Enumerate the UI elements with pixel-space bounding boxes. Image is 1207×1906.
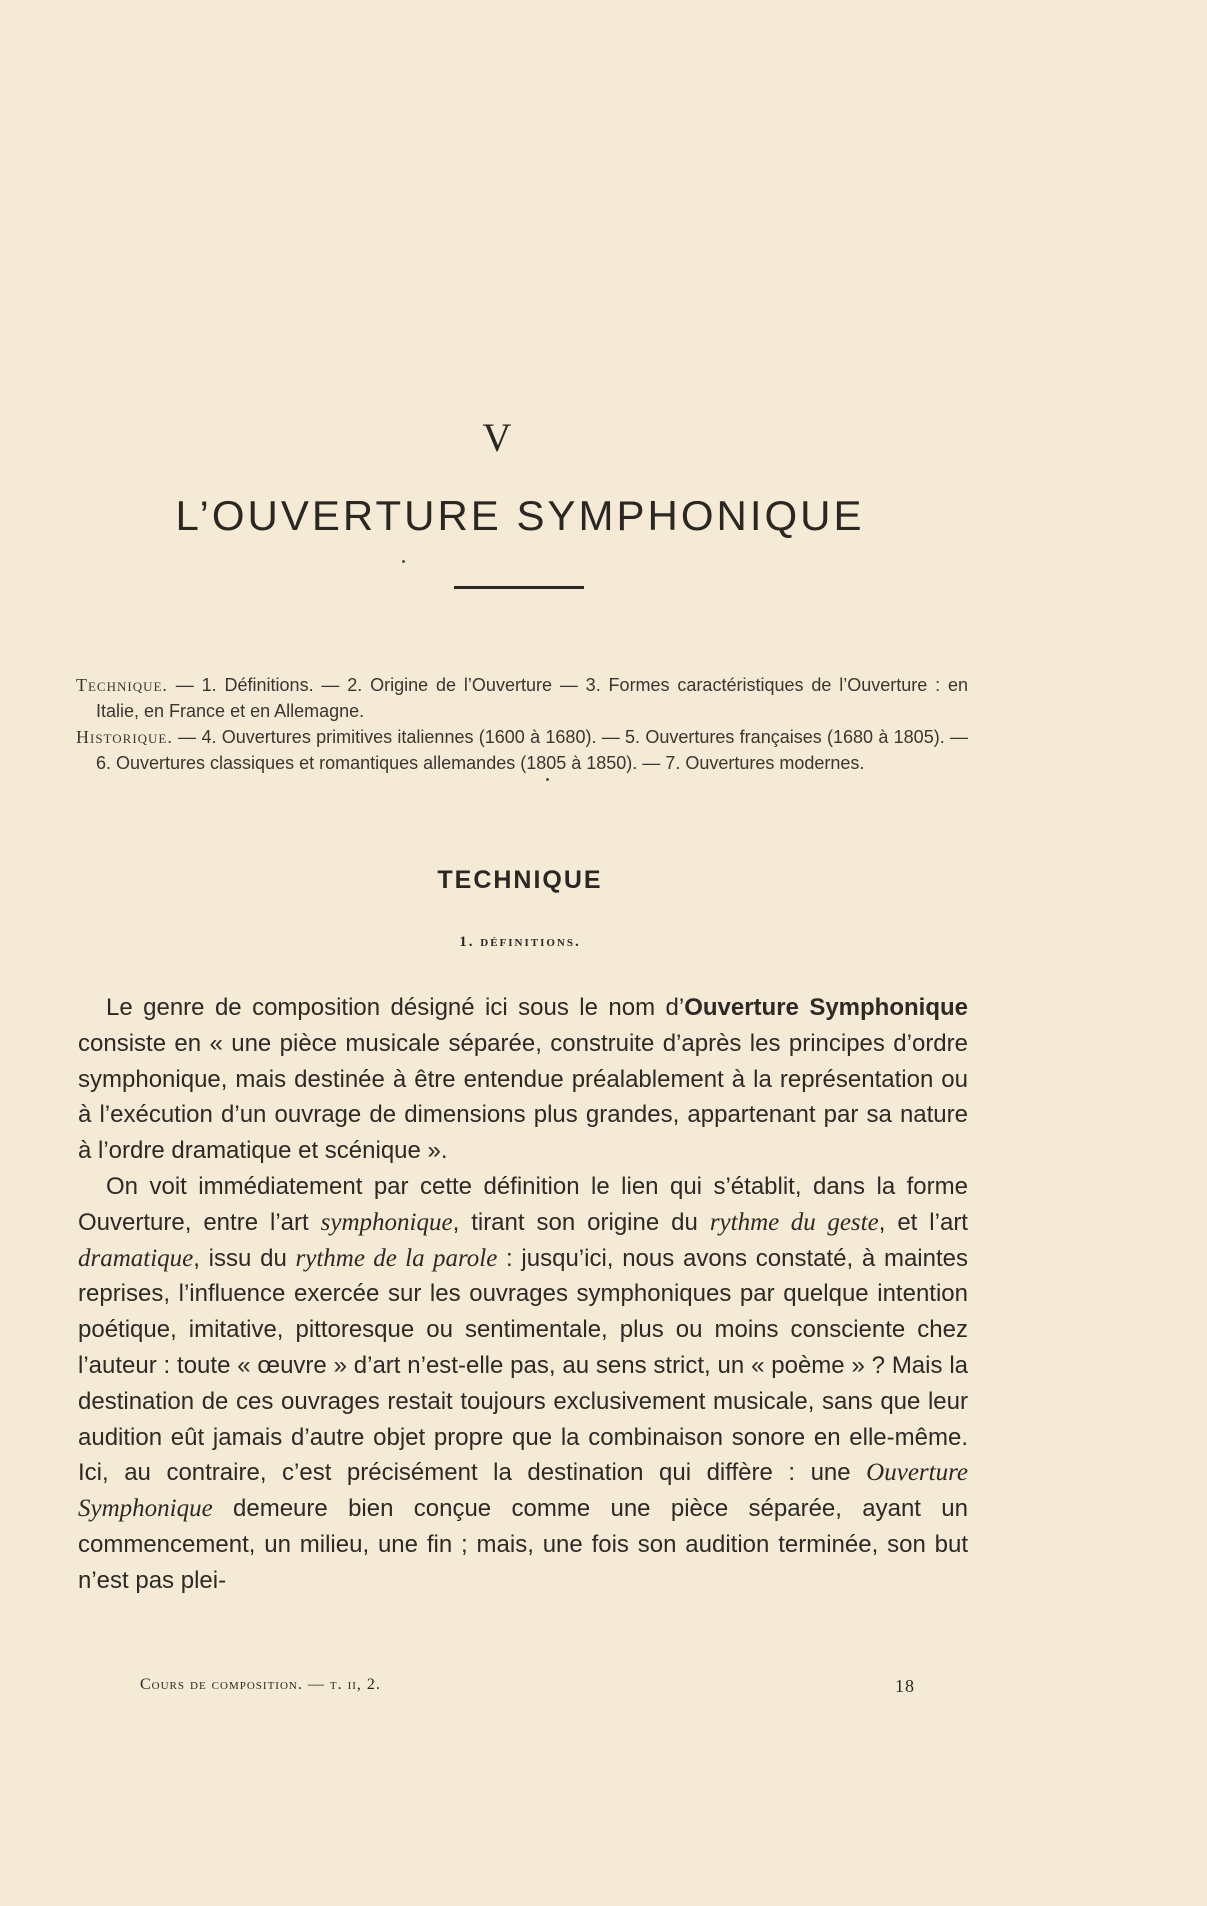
summary-historique-text: — 4. Ouvertures primitives italiennes (1600 à 1680). — 5. Ouvertures françaises (1680 à 1805). — 6. Ouvertures classiques et romantiques allemandes (1805 à 1850). — 7. Ouvertures modernes. — [96, 727, 968, 773]
page-number: 18 — [895, 1676, 915, 1696]
summary-technique-text: — 1. Définitions. — 2. Origine de l’Ouverture — 3. Formes caractéristiques de l’Ouverture : en Italie, en France et en Allemagne. — [96, 675, 968, 721]
summary-technique-label: Technique. — [76, 675, 168, 695]
italic-term: symphonique — [320, 1208, 453, 1236]
summary-technique — [76, 672, 968, 724]
italic-term: Ouverture Symphonique — [78, 1459, 968, 1523]
chapter-number: V — [482, 415, 513, 460]
summary-historique — [76, 724, 968, 776]
print-speck — [402, 560, 405, 563]
italic-term: dramatique — [78, 1244, 194, 1272]
footer-running-title: Cours de composition. — t. ii, 2. — [140, 1676, 381, 1693]
body-text — [78, 990, 968, 1599]
italic-term: rythme de la parole — [295, 1244, 498, 1272]
page-footer — [140, 1676, 915, 1694]
paragraph-1: Le genre de composition désigné ici sous le nom d’Ouverture Symphonique consiste en « une pièce musicale séparée, construite d’après les principes d’ordre symphonique, mais destinée à être entendue préalablement à la représentation ou à l’exécution d’un ouvrage de dimensions plus grandes, appartenant par sa nature à l’ordre dramatique et scénique ». — [78, 994, 968, 1165]
print-speck — [546, 778, 549, 781]
chapter-title: L’OUVERTURE SYMPHONIQUE — [175, 492, 865, 539]
italic-term: rythme du geste — [709, 1208, 879, 1236]
title-rule — [454, 586, 584, 589]
paragraph-2: On voit immédiatement par cette définition le lien qui s’établit, dans la forme Ouverture, entre l’art symphonique, tirant son origine du rythme du geste, et l’art dramatique, issu du rythme de la parole : jusqu’ici, nous avons constaté, à maintes reprises, l’influence exercée sur les ouvrages symphoniques par quelque intention poétique, imitative, pittoresque ou sentimentale, plus ou moins consciente chez l’auteur : toute « œuvre » d’art n’est-elle pas, au sens strict, un « poème » ? Mais la destination de ces ouvrages restait toujours exclusivement musicale, sans que leur audition eût jamais d’autre objet propre que la combinaison sonore en elle-même. Ici, au contraire, c’est précisément la destination qui diffère : une Ouverture Symphonique demeure bien conçue comme une pièce séparée, ayant un commencement, un milieu, une fin ; mais, une fois son audition terminée, son but n’est pas plei- — [78, 1172, 969, 1594]
bold-term: Ouverture Symphonique — [684, 994, 968, 1021]
summary-historique-label: Historique. — [76, 727, 173, 747]
chapter-summary — [76, 672, 968, 776]
subsection-heading: 1. définitions. — [459, 934, 581, 950]
section-heading: TECHNIQUE — [437, 866, 603, 894]
